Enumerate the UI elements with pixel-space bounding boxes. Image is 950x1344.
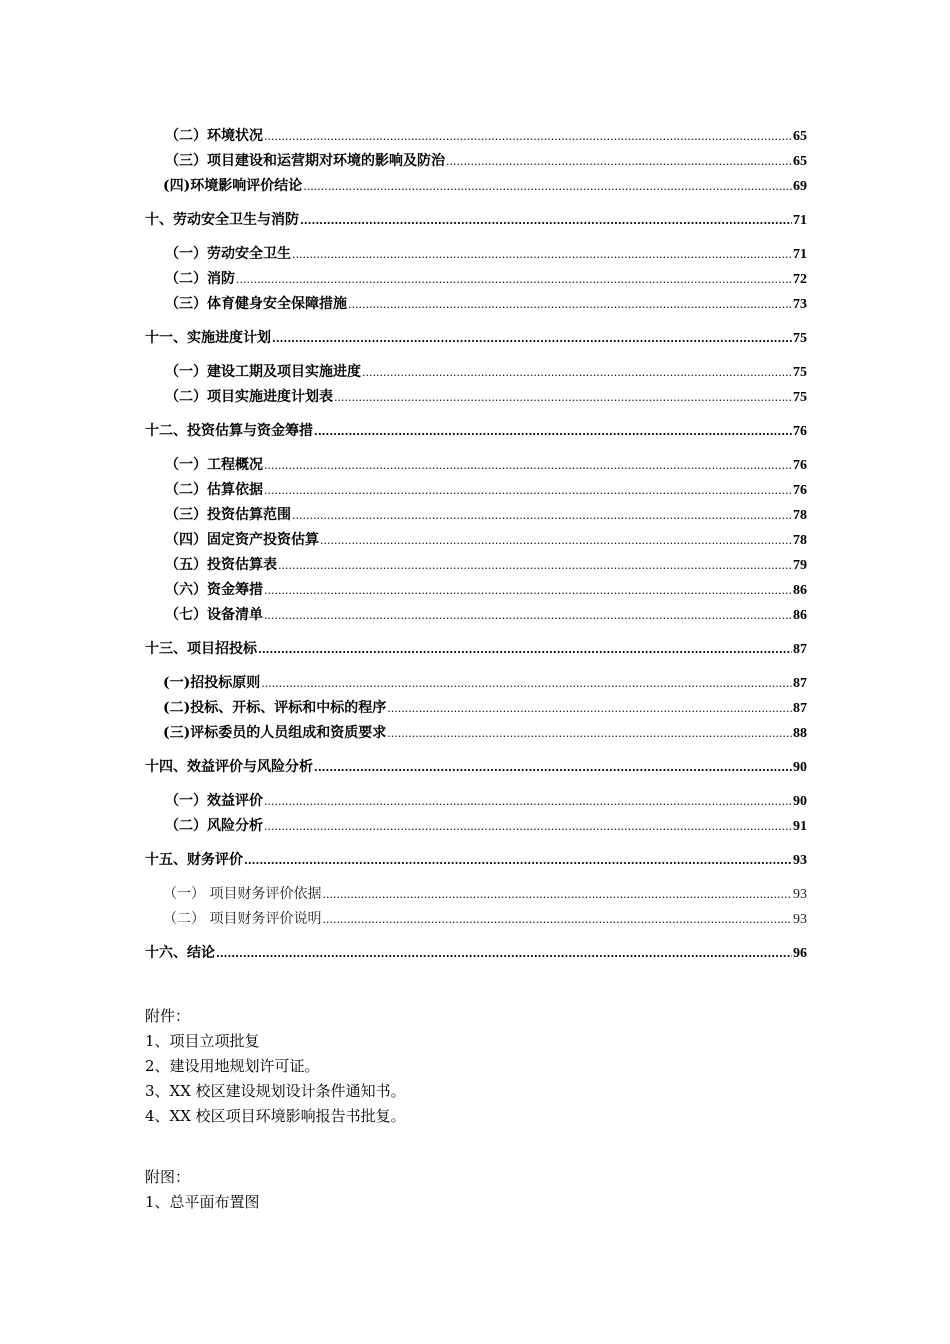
toc-page-number: 71 [793,213,807,228]
attachment-item: 1、项目立项批复 [145,1032,260,1050]
toc-page-number: 78 [793,533,807,548]
toc-entry-label: （二） 项目财务评价说明 [163,911,322,927]
toc-page-number: 75 [793,390,807,405]
document-page [145,124,807,1215]
toc-dot-leader [272,326,792,351]
toc-chapter-entry[interactable] [145,941,807,966]
toc-entry-label: （六）资金筹措 [165,582,263,598]
toc-section-entry[interactable] [145,696,807,721]
toc-chapter-entry[interactable] [145,419,807,444]
toc-section-entry[interactable] [145,174,807,199]
toc-dot-leader [314,419,792,444]
toc-section-entry[interactable] [145,603,807,628]
toc-page-number: 90 [793,794,807,809]
toc-page-number: 93 [793,887,807,902]
toc-section-entry[interactable] [145,360,807,385]
toc-page-number: 75 [793,331,807,346]
toc-dot-leader [320,528,792,553]
toc-entry-label: （二）消防 [165,271,235,287]
toc-entry-label: （二）项目实施进度计划表 [165,389,333,405]
attachment-item: 4、XX 校区项目环境影响报告书批复。 [145,1107,406,1125]
toc-entry-label: (一)招投标原则 [163,675,261,691]
toc-dot-leader [264,578,792,603]
toc-entry-label: （一） 项目财务评价依据 [163,886,322,902]
toc-section-entry[interactable] [145,242,807,267]
attachments-section [145,1004,807,1129]
toc-dot-leader [264,453,792,478]
toc-section-entry[interactable] [145,789,807,814]
toc-dot-leader [334,385,792,410]
toc-entry-label: （三）体育健身安全保障措施 [165,296,347,312]
toc-dot-leader [264,478,792,503]
toc-dot-leader [292,242,792,267]
toc-entry-label: 十二、投资估算与资金筹措 [145,423,313,439]
toc-entry-label: 十、劳动安全卫生与消防 [145,212,299,228]
toc-page-number: 69 [793,179,807,194]
toc-chapter-entry[interactable] [145,208,807,233]
attachment-item: 2、建设用地规划许可证。 [145,1057,320,1075]
toc-page-number: 86 [793,583,807,598]
toc-section-entry[interactable] [145,453,807,478]
toc-dot-leader [348,292,792,317]
toc-dot-leader [236,267,792,292]
toc-dot-leader [261,671,792,696]
toc-page-number: 72 [793,272,807,287]
figures-heading: 附图： [145,1168,191,1186]
toc-page-number: 65 [793,154,807,169]
toc-dot-leader [278,553,792,578]
toc-page-number: 91 [793,819,807,834]
toc-entry-label: （四）固定资产投资估算 [165,532,319,548]
toc-dot-leader [264,789,792,814]
toc-entry-label: (四)环境影响评价结论 [163,178,303,194]
toc-entry-label: 十一、实施进度计划 [145,330,271,346]
toc-entry-label: （一）工程概况 [165,457,263,473]
toc-page-number: 93 [793,853,807,868]
attachments-heading: 附件： [145,1007,191,1025]
toc-chapter-entry[interactable] [145,326,807,351]
toc-page-number: 90 [793,760,807,775]
toc-entry-label: 十三、项目招投标 [145,641,257,657]
toc-dot-leader [244,848,792,873]
toc-page-number: 76 [793,458,807,473]
toc-page-number: 71 [793,247,807,262]
toc-page-number: 76 [793,424,807,439]
toc-dot-leader [314,755,792,780]
toc-entry-label: （三）投资估算范围 [165,507,291,523]
toc-entry-label: （一）劳动安全卫生 [165,246,291,262]
toc-section-entry[interactable] [145,149,807,174]
toc-entry-label: （一）效益评价 [165,793,263,809]
toc-page-number: 75 [793,365,807,380]
toc-dot-leader [264,603,792,628]
attachment-item: 3、XX 校区建设规划设计条件通知书。 [145,1082,406,1100]
toc-dot-leader [303,174,792,199]
toc-entry-label: 十六、结论 [145,945,215,961]
toc-section-entry[interactable] [145,124,807,149]
table-of-contents [145,124,807,966]
toc-section-entry[interactable] [145,907,807,932]
toc-section-entry[interactable] [145,814,807,839]
toc-page-number: 96 [793,946,807,961]
toc-dot-leader [387,696,792,721]
toc-section-entry[interactable] [145,721,807,746]
toc-dot-leader [264,814,792,839]
toc-entry-label: （二）估算依据 [165,482,263,498]
toc-section-entry[interactable] [145,671,807,696]
toc-chapter-entry[interactable] [145,848,807,873]
toc-dot-leader [300,208,792,233]
toc-entry-label: (二)投标、开标、评标和中标的程序 [163,700,387,716]
figure-item: 1、总平面布置图 [145,1193,260,1211]
toc-dot-leader [362,360,792,385]
toc-page-number: 65 [793,129,807,144]
toc-chapter-entry[interactable] [145,755,807,780]
toc-dot-leader [216,941,792,966]
toc-dot-leader [258,637,792,662]
toc-section-entry[interactable] [145,578,807,603]
toc-dot-leader [264,124,792,149]
toc-entry-label: （二）风险分析 [165,818,263,834]
toc-page-number: 79 [793,558,807,573]
toc-page-number: 87 [793,701,807,716]
toc-dot-leader [446,149,792,174]
figures-section [145,1165,807,1215]
toc-dot-leader [292,503,792,528]
toc-section-entry[interactable] [145,882,807,907]
toc-page-number: 86 [793,608,807,623]
toc-section-entry[interactable] [145,292,807,317]
toc-section-entry[interactable] [145,267,807,292]
toc-page-number: 78 [793,508,807,523]
toc-section-entry[interactable] [145,503,807,528]
toc-entry-label: （三）项目建设和运营期对环境的影响及防治 [165,153,445,169]
toc-dot-leader [322,907,792,932]
toc-page-number: 88 [793,726,807,741]
toc-chapter-entry[interactable] [145,637,807,662]
toc-section-entry[interactable] [145,528,807,553]
toc-page-number: 87 [793,676,807,691]
toc-page-number: 93 [793,912,807,927]
toc-entry-label: （二）环境状况 [165,128,263,144]
toc-entry-label: （一）建设工期及项目实施进度 [165,364,361,380]
toc-page-number: 87 [793,642,807,657]
toc-dot-leader [387,721,792,746]
toc-section-entry[interactable] [145,478,807,503]
toc-page-number: 73 [793,297,807,312]
toc-entry-label: (三)评标委员的人员组成和资质要求 [163,725,387,741]
toc-entry-label: （七）设备清单 [165,607,263,623]
toc-page-number: 76 [793,483,807,498]
toc-entry-label: 十四、效益评价与风险分析 [145,759,313,775]
toc-section-entry[interactable] [145,553,807,578]
toc-entry-label: （五）投资估算表 [165,557,277,573]
toc-dot-leader [322,882,792,907]
toc-entry-label: 十五、财务评价 [145,852,243,868]
toc-section-entry[interactable] [145,385,807,410]
